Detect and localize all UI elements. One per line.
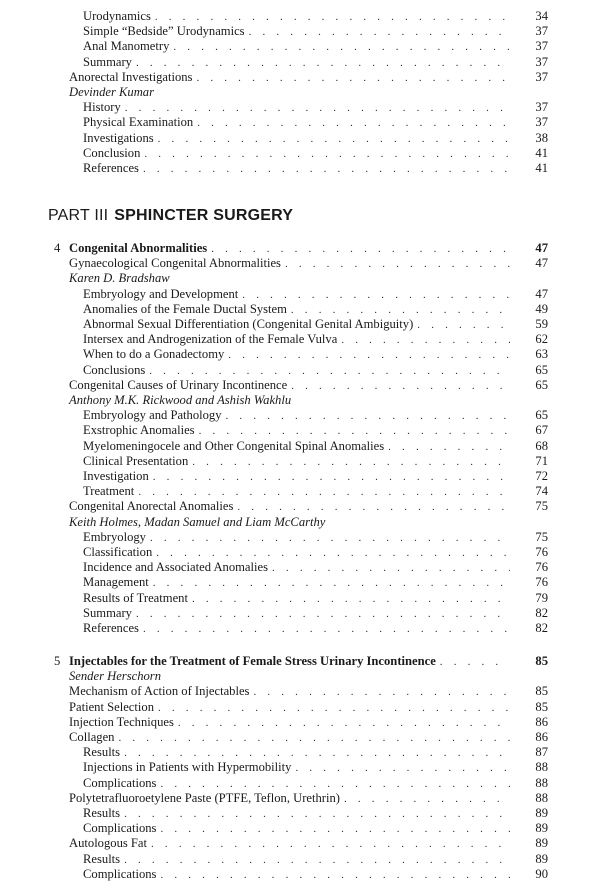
toc-entry [83, 439, 548, 454]
entry-title: Clinical Presentation [83, 454, 192, 469]
entry-title: Myelomeningocele and Other Congenital Spinal Anomalies [83, 439, 388, 454]
toc-entry [83, 363, 548, 378]
page-number: 75 [535, 529, 548, 544]
toc-entry [69, 836, 548, 851]
entry-title: Summary [83, 606, 136, 621]
page-number: 37 [535, 69, 548, 84]
dot-leader [242, 288, 510, 303]
toc-entry [83, 347, 548, 362]
toc-author [69, 669, 548, 684]
toc-entry [83, 423, 548, 438]
page-number: 89 [535, 821, 548, 836]
page-number: 47 [535, 241, 548, 255]
toc-entry [83, 9, 548, 24]
entry-title: Complications [83, 867, 160, 882]
toc-entry [83, 131, 548, 146]
dot-leader [136, 607, 510, 622]
page-number: 76 [535, 545, 548, 559]
dot-leader [156, 546, 510, 561]
author-name: Devinder Kumar [69, 85, 158, 100]
toc-entry [83, 821, 548, 836]
dot-leader [143, 162, 510, 177]
page-number: 41 [535, 145, 548, 160]
toc-entry [83, 332, 548, 347]
toc-entry [83, 852, 548, 867]
entry-title: Injection Techniques [69, 715, 178, 730]
toc-entry [83, 302, 548, 317]
page-number: 41 [535, 161, 548, 175]
toc-entry [83, 469, 548, 484]
author-name: Sender Herschorn [69, 669, 165, 684]
toc-entry [69, 791, 548, 806]
dot-leader [124, 853, 510, 868]
toc-author [69, 271, 548, 286]
page-number: 89 [535, 836, 548, 851]
entry-title: Injectables for the Treatment of Female Stress Urinary Incontinence [69, 654, 440, 669]
dot-leader [144, 147, 510, 162]
toc-entry [69, 730, 548, 745]
entry-title: Abnormal Sexual Differentiation (Congenital Genital Ambiguity) [83, 317, 417, 332]
part-number: PART III [48, 207, 109, 224]
page-number: 65 [535, 377, 548, 392]
dot-leader [143, 622, 510, 637]
toc-entry [69, 684, 548, 699]
dot-leader [388, 440, 510, 455]
dot-leader [138, 485, 510, 500]
page-number: 37 [535, 54, 548, 69]
dot-leader [192, 455, 510, 470]
entry-title: Simple “Bedside” Urodynamics [83, 24, 249, 39]
entry-title: Incidence and Associated Anomalies [83, 560, 272, 575]
entry-title: Urodynamics [83, 9, 155, 24]
entry-title: Anomalies of the Female Ductal System [83, 302, 291, 317]
entry-title: History [83, 100, 125, 115]
toc-entry [83, 776, 548, 791]
toc-entry [69, 70, 548, 85]
page-number: 49 [535, 301, 548, 316]
entry-title: Collagen [69, 730, 118, 745]
dot-leader [440, 655, 510, 670]
dot-leader [417, 318, 510, 333]
toc-entry [83, 454, 548, 469]
dot-leader [285, 257, 510, 272]
page-number: 38 [535, 130, 548, 145]
toc-entry [83, 530, 548, 545]
toc-entry [83, 146, 548, 161]
chapter-number: 4 [54, 241, 61, 255]
page-number: 75 [535, 499, 548, 514]
toc-chapter [54, 654, 548, 669]
page-number: 76 [535, 560, 548, 575]
toc-entry [69, 378, 548, 393]
dot-leader [151, 837, 510, 852]
entry-title: Embryology and Development [83, 287, 242, 302]
dot-leader [291, 379, 510, 394]
dot-leader [125, 101, 510, 116]
entry-title: Results [83, 852, 124, 867]
toc-entry [83, 287, 548, 302]
part-heading [48, 207, 293, 225]
dot-leader [272, 561, 510, 576]
page-number: 88 [535, 790, 548, 805]
entry-title: Summary [83, 55, 136, 70]
dot-leader [249, 25, 510, 40]
entry-title: Injections in Patients with Hypermobility [83, 760, 295, 775]
dot-leader [341, 333, 510, 348]
page-number: 86 [535, 730, 548, 744]
entry-title: Complications [83, 821, 160, 836]
toc-entry [83, 408, 548, 423]
toc-author [69, 393, 548, 408]
dot-leader [197, 116, 510, 131]
page-number: 88 [535, 775, 548, 790]
page-number: 88 [535, 760, 548, 775]
entry-title: Congenital Anorectal Anomalies [69, 499, 237, 514]
entry-title: Investigations [83, 131, 158, 146]
page-number: 86 [535, 714, 548, 729]
dot-leader [160, 868, 510, 883]
page-number: 37 [535, 39, 548, 54]
dot-leader [150, 531, 510, 546]
page-number: 89 [535, 806, 548, 820]
dot-leader [199, 424, 510, 439]
dot-leader [178, 716, 510, 731]
entry-title: Autologous Fat [69, 836, 151, 851]
page-number: 37 [535, 100, 548, 115]
dot-leader [153, 576, 510, 591]
dot-leader [149, 364, 510, 379]
toc-entry [83, 24, 548, 39]
page-number: 71 [535, 453, 548, 468]
toc-entry [83, 591, 548, 606]
page-number: 65 [535, 408, 548, 423]
entry-title: Intersex and Androgenization of the Female Vulva [83, 332, 341, 347]
page-number: 90 [535, 866, 548, 881]
toc-entry [83, 161, 548, 176]
author-name: Keith Holmes, Madan Samuel and Liam McCarthy [69, 515, 329, 530]
dot-leader [153, 470, 510, 485]
dot-leader [226, 409, 510, 424]
page-number: 65 [535, 362, 548, 377]
entry-title: Polytetrafluoroetylene Paste (PTFE, Teflon, Urethrin) [69, 791, 344, 806]
page-number: 37 [535, 115, 548, 130]
entry-title: Classification [83, 545, 156, 560]
page-number: 74 [535, 484, 548, 499]
entry-title: Conclusion [83, 146, 144, 161]
entry-title: Mechanism of Action of Injectables [69, 684, 253, 699]
page-number: 79 [535, 590, 548, 605]
page-number: 89 [535, 851, 548, 866]
entry-title: Exstrophic Anomalies [83, 423, 199, 438]
entry-title: Management [83, 575, 153, 590]
toc-chapter [54, 241, 548, 256]
toc-entry [83, 317, 548, 332]
toc-entry [83, 867, 548, 882]
toc-entry [83, 545, 548, 560]
dot-leader [160, 777, 510, 792]
page-number: 85 [535, 654, 548, 668]
page-number: 34 [535, 9, 548, 23]
page-number: 37 [535, 24, 548, 39]
toc-entry [83, 100, 548, 115]
entry-title: Congenital Abnormalities [69, 241, 211, 256]
dot-leader [295, 761, 510, 776]
dot-leader [160, 822, 510, 837]
dot-leader [136, 56, 510, 71]
entry-title: References [83, 161, 143, 176]
entry-title: Embryology [83, 530, 150, 545]
toc-entry [83, 806, 548, 821]
dot-leader [155, 10, 510, 25]
toc-entry [83, 575, 548, 590]
toc-entry [69, 256, 548, 271]
page-number: 87 [535, 745, 548, 760]
author-name: Karen D. Bradshaw [69, 271, 174, 286]
page-number: 68 [535, 438, 548, 453]
page-number: 47 [535, 286, 548, 301]
entry-title: Results of Treatment [83, 591, 192, 606]
page-number: 85 [535, 684, 548, 699]
chapter-number: 5 [54, 654, 61, 668]
entry-title: Anorectal Investigations [69, 70, 196, 85]
entry-title: Conclusions [83, 363, 149, 378]
entry-title: Patient Selection [69, 700, 158, 715]
page-number: 62 [535, 332, 548, 347]
author-name: Anthony M.K. Rickwood and Ashish Wakhlu [69, 393, 295, 408]
entry-title: Embryology and Pathology [83, 408, 226, 423]
toc-author [69, 85, 548, 100]
toc-entry [69, 700, 548, 715]
entry-title: Investigation [83, 469, 153, 484]
toc-entry [83, 115, 548, 130]
entry-title: Physical Examination [83, 115, 197, 130]
part-title: SPHINCTER SURGERY [114, 207, 294, 224]
entry-title: Results [83, 806, 124, 821]
toc-entry [69, 715, 548, 730]
dot-leader [118, 731, 510, 746]
toc-entry [83, 560, 548, 575]
toc-entry [83, 484, 548, 499]
toc-entry [83, 760, 548, 775]
page-number: 82 [535, 605, 548, 620]
page-number: 76 [535, 575, 548, 590]
page-number: 59 [535, 317, 548, 331]
dot-leader [237, 500, 510, 515]
dot-leader [228, 348, 510, 363]
page-number: 67 [535, 423, 548, 438]
page-number: 63 [535, 347, 548, 362]
page-number: 85 [535, 699, 548, 714]
toc-entry [83, 39, 548, 54]
toc-author [69, 515, 548, 530]
toc-entry [69, 499, 548, 514]
entry-title: Results [83, 745, 124, 760]
entry-title: References [83, 621, 143, 636]
dot-leader [291, 303, 510, 318]
entry-title: When to do a Gonadectomy [83, 347, 228, 362]
dot-leader [158, 132, 510, 147]
dot-leader [211, 242, 510, 257]
entry-title: Complications [83, 776, 160, 791]
entry-title: Gynaecological Congenital Abnormalities [69, 256, 285, 271]
page-number: 47 [535, 256, 548, 271]
dot-leader [124, 746, 510, 761]
entry-title: Congenital Causes of Urinary Incontinence [69, 378, 291, 393]
entry-title: Treatment [83, 484, 138, 499]
page-number: 72 [535, 469, 548, 483]
toc-entry [83, 745, 548, 760]
toc-entry [83, 606, 548, 621]
dot-leader [344, 792, 510, 807]
dot-leader [124, 807, 510, 822]
dot-leader [253, 685, 510, 700]
dot-leader [158, 701, 510, 716]
dot-leader [196, 71, 510, 86]
page-number: 82 [535, 621, 548, 635]
dot-leader [192, 592, 510, 607]
toc-entry [83, 621, 548, 636]
entry-title: Anal Manometry [83, 39, 173, 54]
dot-leader [173, 40, 510, 55]
toc-entry [83, 55, 548, 70]
